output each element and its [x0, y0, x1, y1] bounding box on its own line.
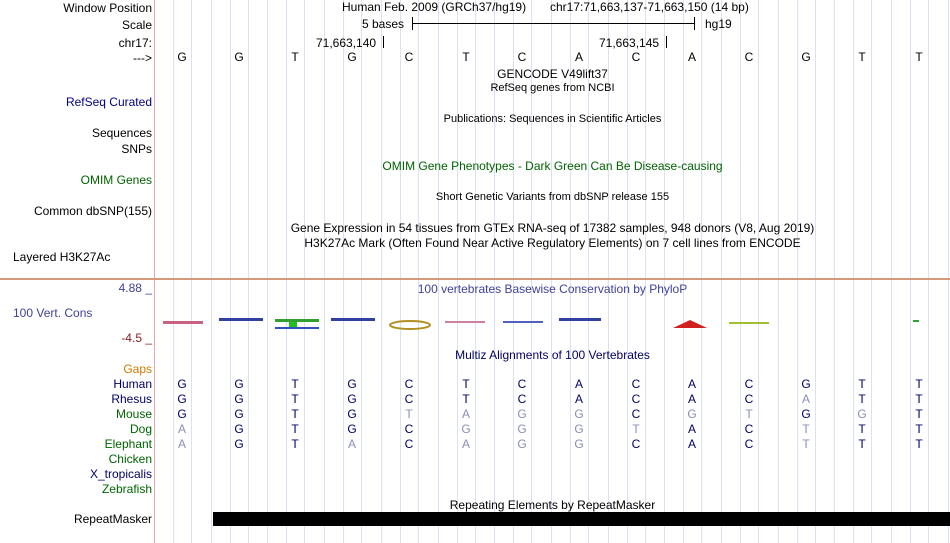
alignment-base: A — [687, 392, 696, 406]
scale-bar-right-tick — [694, 17, 695, 30]
alignment-base: G — [177, 377, 187, 391]
alignment-base: G — [347, 377, 357, 391]
phylop-max-label: 4.88 _ — [118, 281, 152, 295]
alignment-base: A — [687, 422, 696, 436]
alignment-base: G — [517, 407, 527, 421]
phylop-glyph-8 — [559, 318, 601, 321]
alignment-base: T — [462, 377, 470, 391]
alignment-base: C — [631, 437, 641, 451]
phylop-glyph-3 — [275, 319, 319, 322]
alignment-base: C — [404, 392, 414, 406]
alignment-base: G — [857, 407, 867, 421]
alignment-base: C — [631, 377, 641, 391]
phylop-min-label: -4.5 _ — [121, 331, 152, 345]
scale-bar-left-tick — [412, 17, 413, 30]
sequence-base: A — [687, 50, 696, 64]
phylop-title: 100 vertebrates Basewise Conservation by PhyloP — [417, 282, 688, 296]
omim-title: OMIM Gene Phenotypes - Dark Green Can Be Disease-causing — [382, 159, 723, 173]
phylop-glyph-2 — [219, 318, 263, 321]
chr-tick-1 — [383, 36, 384, 48]
chr-tick-label-2: 71,663,145 — [599, 36, 660, 50]
alignment-base: T — [915, 437, 923, 451]
track-label-omim[interactable]: OMIM Genes — [80, 173, 152, 187]
sequence-base: A — [574, 50, 583, 64]
species-label-mouse[interactable]: Mouse — [115, 407, 152, 421]
alignment-base: A — [574, 392, 583, 406]
alignment-base: G — [234, 422, 244, 436]
alignment-base: G — [687, 407, 697, 421]
alignment-base: G — [234, 407, 244, 421]
alignment-base: T — [858, 392, 866, 406]
chr-tick-label-1: 71,663,140 — [316, 36, 377, 50]
sequence-base: G — [801, 50, 811, 64]
phylop-glyph-4 — [331, 318, 375, 321]
track-label-dbsnp[interactable]: Common dbSNP(155) — [33, 204, 152, 218]
alignment-base: G — [347, 392, 357, 406]
alignment-base: C — [404, 437, 414, 451]
scale-text: 5 bases — [362, 17, 405, 31]
repeatmasker-element-bar[interactable] — [213, 512, 950, 526]
alignment-base: G — [801, 377, 811, 391]
alignment-base: G — [234, 392, 244, 406]
alignment-base: G — [801, 407, 811, 421]
alignment-base: T — [915, 377, 923, 391]
alignment-base: C — [404, 377, 414, 391]
alignment-base: C — [631, 407, 641, 421]
alignment-base: G — [347, 422, 357, 436]
sequences-title: Publications: Sequences in Scientific Articles — [443, 113, 662, 125]
track-label-panel — [0, 0, 154, 543]
species-label-x_tropicalis[interactable]: X_tropicalis — [89, 467, 152, 481]
sequence-base: C — [404, 50, 414, 64]
track-label-h3k27ac[interactable]: Layered H3K27Ac — [13, 250, 111, 264]
species-label-elephant[interactable]: Elephant — [104, 437, 152, 451]
alignment-base: G — [177, 392, 187, 406]
track-label-sequences[interactable]: Sequences — [91, 126, 152, 140]
alignment-base: G — [574, 422, 584, 436]
section-divider — [0, 278, 950, 280]
phylop-glyph-14 — [913, 320, 919, 322]
alignment-base: G — [234, 377, 244, 391]
alignment-base: T — [291, 407, 299, 421]
alignment-base: T — [462, 392, 470, 406]
alignment-base: T — [802, 422, 810, 436]
dbsnp-title: Short Genetic Variants from dbSNP release 155 — [435, 191, 670, 203]
alignment-base: C — [744, 437, 754, 451]
alignment-base: T — [858, 377, 866, 391]
alignment-base: G — [574, 437, 584, 451]
alignment-base: T — [291, 392, 299, 406]
alignment-base: G — [574, 407, 584, 421]
sequence-base: T — [462, 50, 470, 64]
alignment-base: C — [517, 377, 527, 391]
strand-arrow-label: ---> — [133, 51, 152, 65]
gencode-title: GENCODE V49lift37 — [497, 67, 608, 81]
track-label-repeatmasker[interactable]: RepeatMasker — [73, 512, 152, 526]
alignment-base: T — [915, 392, 923, 406]
sequence-base: C — [744, 50, 754, 64]
alignment-base: T — [632, 422, 640, 436]
phylop-glyph-track — [155, 300, 950, 340]
sequence-base: T — [858, 50, 866, 64]
alignment-base: A — [177, 437, 186, 451]
track-label-gaps[interactable]: Gaps — [123, 362, 152, 376]
alignment-base: A — [687, 437, 696, 451]
sequence-base: G — [347, 50, 357, 64]
alignment-base: G — [177, 407, 187, 421]
alignment-base: T — [915, 407, 923, 421]
alignment-base: T — [745, 407, 753, 421]
alignment-base: C — [404, 422, 414, 436]
chr-tick-2 — [666, 36, 667, 48]
alignment-base: A — [801, 392, 810, 406]
alignment-base: C — [631, 392, 641, 406]
track-label-refseq[interactable]: RefSeq Curated — [65, 95, 152, 109]
species-label-chicken[interactable]: Chicken — [108, 452, 152, 466]
refseq-title: RefSeq genes from NCBI — [490, 82, 615, 94]
phylop-glyph-11 — [729, 322, 769, 324]
alignment-base: T — [858, 437, 866, 451]
alignment-base: A — [461, 437, 470, 451]
repeatmasker-title: Repeating Elements by RepeatMasker — [449, 498, 656, 512]
alignment-base: G — [234, 437, 244, 451]
sequence-base: G — [177, 50, 187, 64]
species-label-dog[interactable]: Dog — [129, 422, 152, 436]
alignment-base: G — [347, 407, 357, 421]
alignment-base: A — [461, 407, 470, 421]
alignment-base: T — [405, 407, 413, 421]
phylop-glyph-5 — [390, 321, 430, 329]
sequence-base: T — [915, 50, 923, 64]
sequence-base: T — [291, 50, 299, 64]
alignment-base: T — [858, 422, 866, 436]
species-label-human[interactable]: Human — [113, 377, 152, 391]
multiz-title: Multiz Alignments of 100 Vertebrates — [455, 348, 650, 362]
alignment-base: G — [517, 437, 527, 451]
alignment-base: T — [291, 422, 299, 436]
species-label-rhesus[interactable]: Rhesus — [111, 392, 152, 406]
sequence-base: C — [517, 50, 527, 64]
assembly-title: Human Feb. 2009 (GRCh37/hg19) — [342, 0, 527, 14]
phylop-glyph-6 — [445, 321, 485, 323]
h3k27ac-title: H3K27Ac Mark (Often Found Near Active Regulatory Elements) on 7 cell lines from ENCODE — [304, 236, 801, 250]
gtex-title: Gene Expression in 54 tissues from GTEx RNA-seq of 17382 samples, 948 donors (V8, Aug 2019) — [290, 221, 815, 235]
alignment-base: C — [744, 392, 754, 406]
scale-label: Scale — [121, 18, 152, 32]
phylop-glyph-10 — [673, 320, 707, 328]
alignment-base: T — [291, 437, 299, 451]
window-position-text: chr17:71,663,137-71,663,150 (14 bp) — [550, 0, 749, 14]
alignment-base: T — [802, 437, 810, 451]
track-label-phylop[interactable]: 100 Vert. Cons — [13, 306, 93, 320]
alignment-base: C — [517, 392, 527, 406]
alignment-base: A — [347, 437, 356, 451]
scale-db-label: hg19 — [705, 17, 732, 31]
chr-label: chr17: — [118, 36, 152, 50]
alignment-base: A — [687, 377, 696, 391]
phylop-glyph-3c — [275, 327, 319, 329]
phylop-glyph-1 — [163, 321, 203, 324]
track-label-snps[interactable]: SNPs — [121, 142, 152, 156]
alignment-base: G — [461, 422, 471, 436]
alignment-base: C — [744, 422, 754, 436]
phylop-glyph-7 — [503, 321, 543, 323]
sequence-base: C — [631, 50, 641, 64]
window-position-label: Window Position — [63, 1, 152, 15]
alignment-base: T — [915, 422, 923, 436]
alignment-base: A — [177, 422, 186, 436]
alignment-base: T — [291, 377, 299, 391]
sequence-base: G — [234, 50, 244, 64]
alignment-base: A — [574, 377, 583, 391]
species-label-zebrafish[interactable]: Zebrafish — [101, 482, 152, 496]
alignment-base: C — [744, 377, 754, 391]
alignment-base: G — [517, 422, 527, 436]
scale-bar — [412, 23, 695, 24]
